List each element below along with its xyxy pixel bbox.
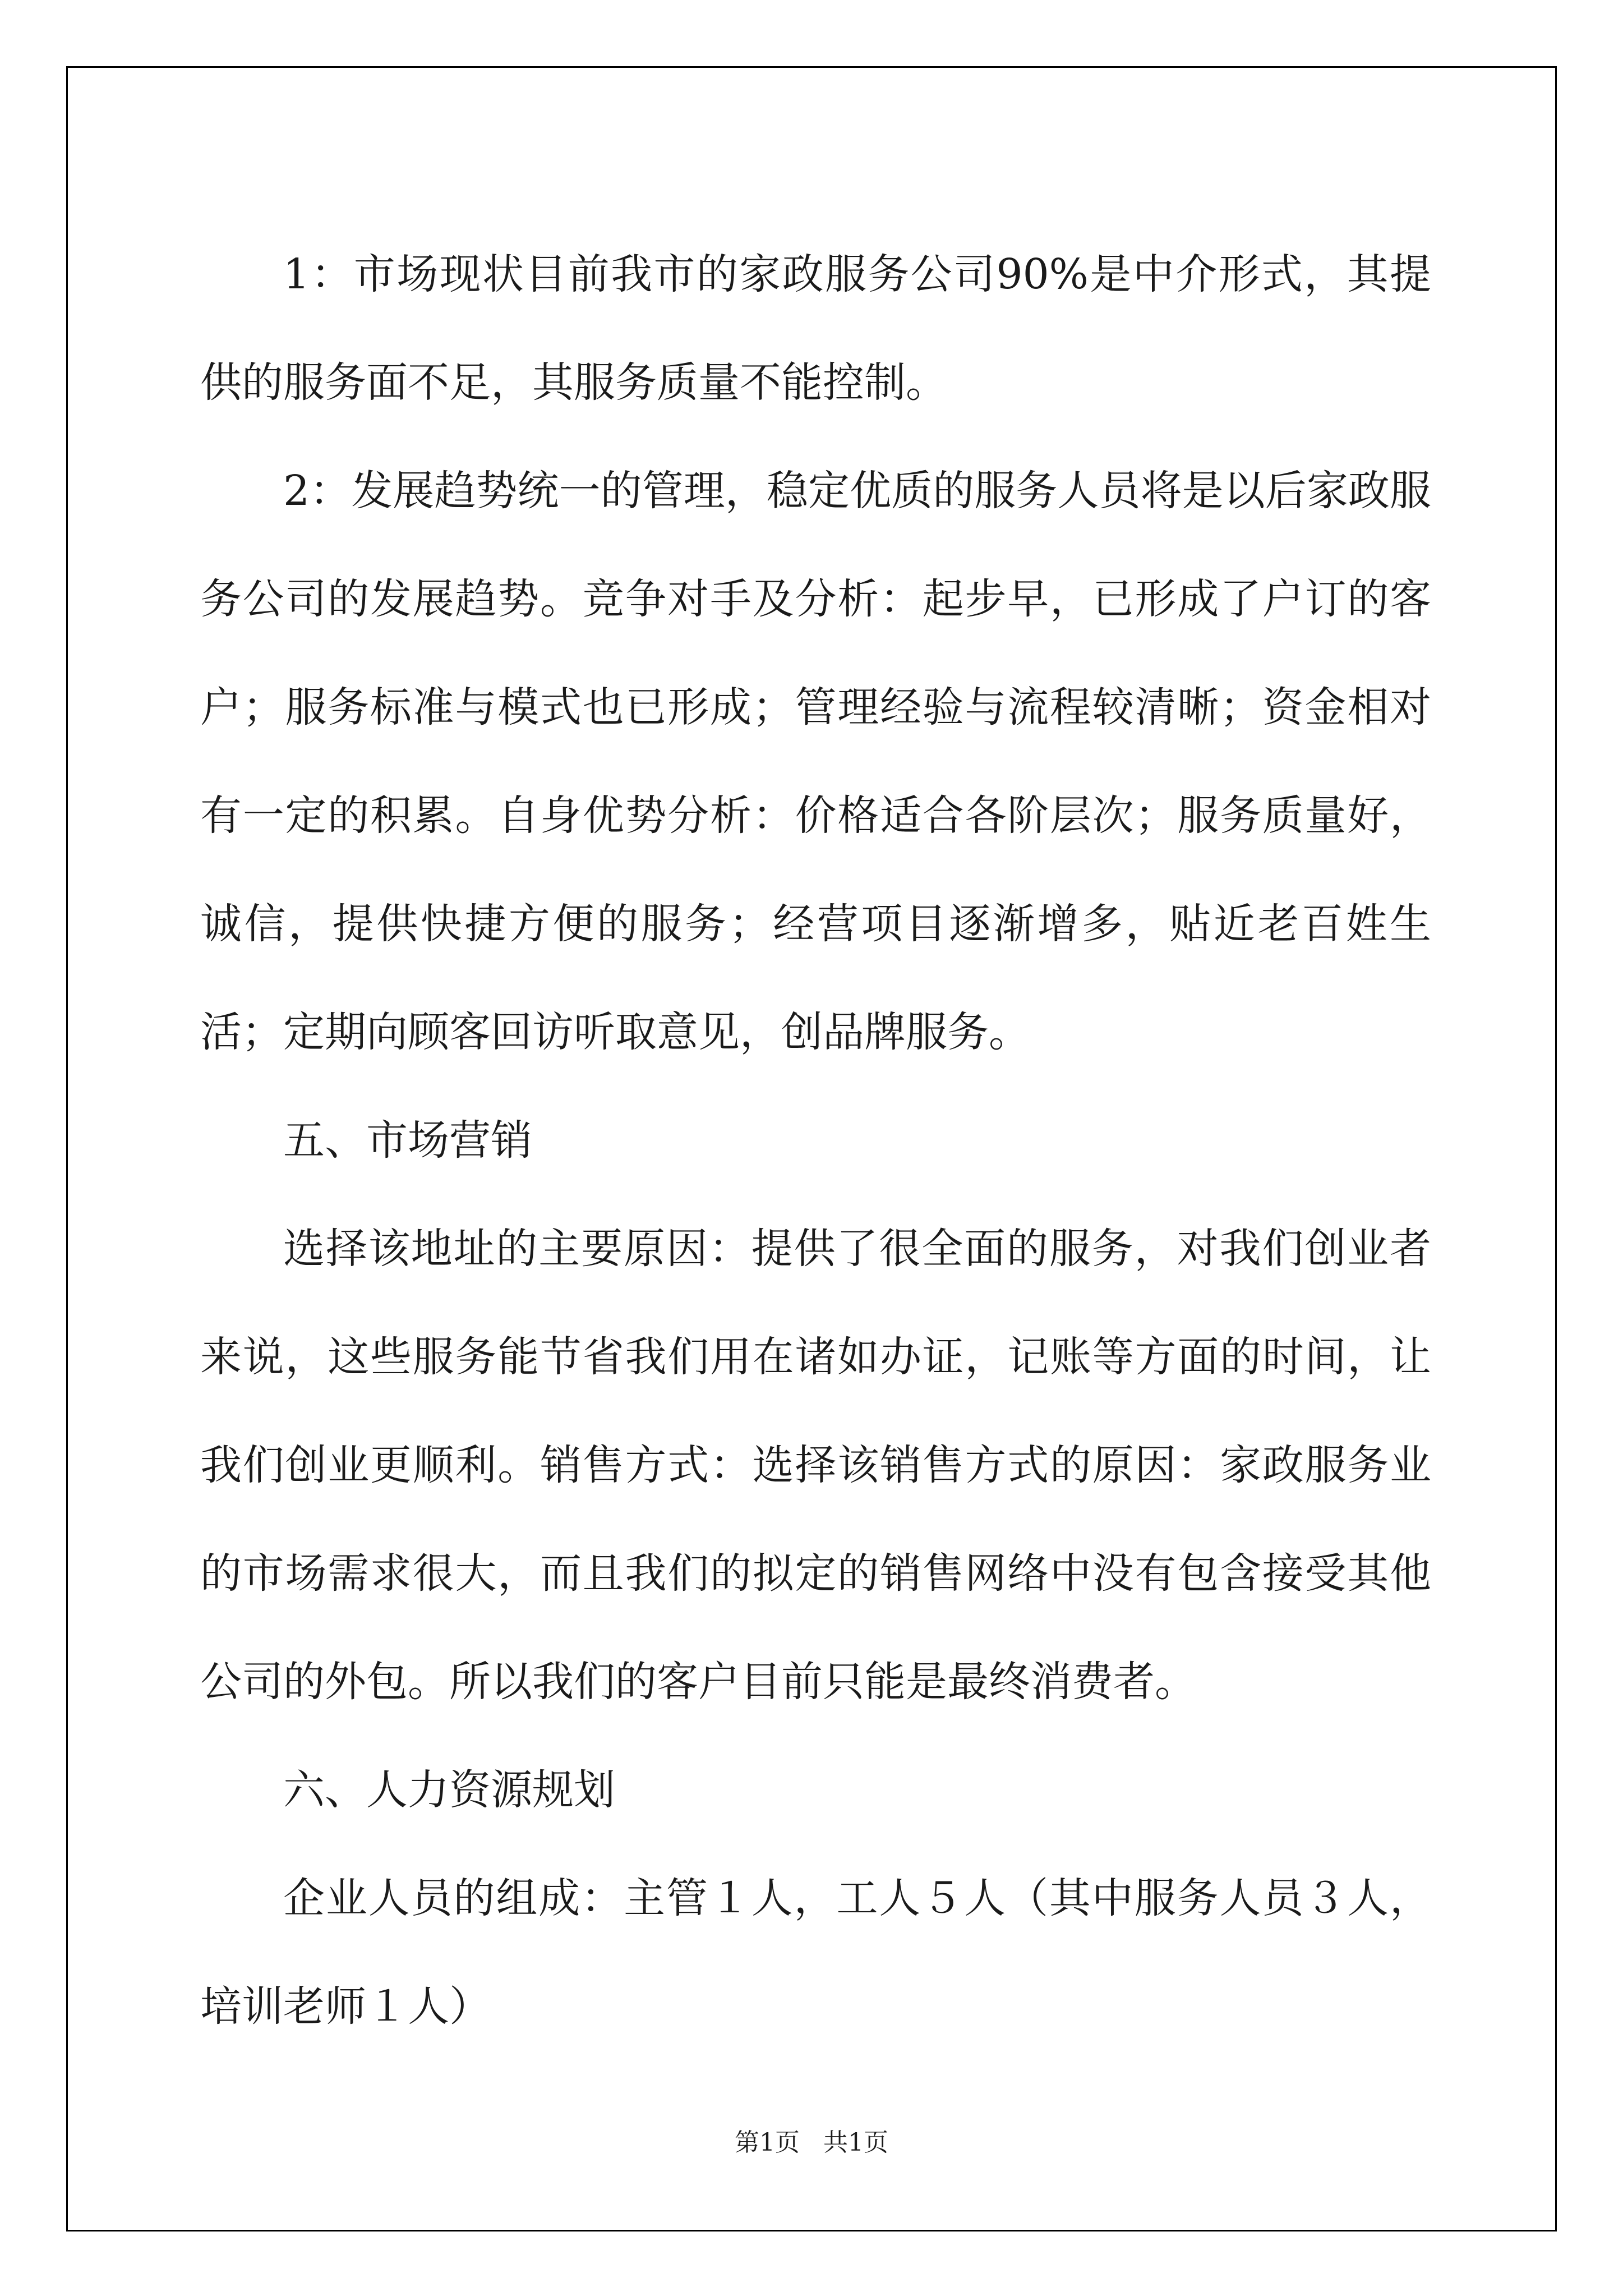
- page-number-footer: 第1页 共1页: [735, 2128, 888, 2157]
- document-body: [200, 220, 1431, 2061]
- paragraph-market-status: 1：市场现状目前我市的家政服务公司90%是中介形式，其提供的服务面不足，其服务质量不能控制。: [200, 250, 1431, 407]
- paragraph-development-trend: 2：发展趋势统一的管理，稳定优质的服务人员将是以后家政服务公司的发展趋势。竞争对手及分析：起步早，已形成了户订的客户；服务标准与模式也已形成；管理经验与流程较清晰；资金相对有一定的积累。自身优势分析：价格适合各阶层次；服务质量好，诚信，提供快捷方便的服务；经营项目逐渐增多，贴近老百姓生活；定期向顾客回访听取意见，创品牌服务。: [200, 467, 1431, 1056]
- paragraph-staff-composition: 企业人员的组成：主管１人，工人５人（其中服务人员３人，培训老师１人）: [200, 1874, 1431, 2031]
- paragraph-marketing: 选择该地址的主要原因：提供了很全面的服务，对我们创业者来说，这些服务能节省我们用在诸如办证，记账等方面的时间，让我们创业更顺利。销售方式：选择该销售方式的原因：家政服务业的市场需求很大，而且我们的拟定的销售网络中没有包含接受其他公司的外包。所以我们的客户目前只能是最终消费者。: [200, 1225, 1431, 1706]
- section-heading-hr-planning: 六、人力资源规划: [283, 1766, 615, 1814]
- section-heading-marketing: 五、市场营销: [283, 1116, 532, 1165]
